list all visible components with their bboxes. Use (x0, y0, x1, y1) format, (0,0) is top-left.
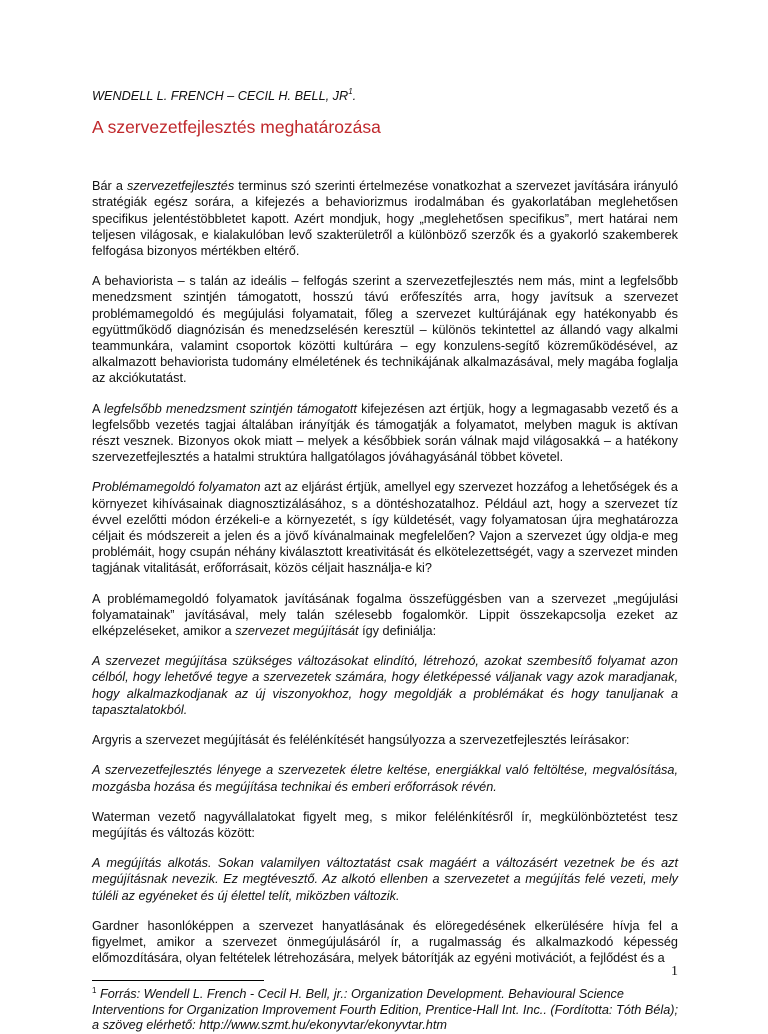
footnote-divider (92, 980, 264, 981)
paragraph-5-text-a: A problémamegoldó folyamatok javításának fogalma összefüggésben van a szervezet „megújulási folyamatainak” javításával, mely talán szélesebb fogalomkör. Lippit összekapcsolja ezeket az elképzeléseket, amikor a (92, 591, 678, 639)
paragraph-8: Gardner hasonlóképpen a szervezet hanyatlásának és elöregedésének elkerülésére hívja fel a figyelmet, amikor a szervezet önmegújulásáról ír, a rugalmasság és alkalmazkodó képesség előmozdítására, olyan feltételek létrehozására, melyek bátorítják az egyéni motivációt, a fejlődést és a (92, 918, 678, 966)
paragraph-3-emphasis: legfelsőbb menedzsment szintjén támogatott (103, 401, 357, 416)
paragraph-1-emphasis: szervezetfejlesztés (127, 179, 235, 194)
paragraph-3 (92, 401, 678, 466)
quote-1-text: A szervezet megújítása szükséges változásokat elindító, létrehozó, azokat szembesítő folyamat azon célból, hogy lehetővé tegye a szervezetek számára, hogy életképessé váljanak vagy azok maradjanak, hogy alkalmazkodjanak az új viszonyokhoz, hogy megoldják a problémákat és hogy tanuljanak a tapasztalatokból. (92, 654, 678, 717)
paragraph-1-text-c: terminus szó szerinti értelmezése vonatkozhat a szervezet javítására irányuló stratégiák egész sorára, a kifejezés a behaviorizmus irodalmában és gyakorlatában meglehetősen specifikus jelentéstöbbletet kapott. Azért mondjuk, hogy „meglehetősen specifikus”, mert határai nem teljesen világosak, e kialakulóban levő szakterületről a különböző szerzők és a gyakorló szakemberek felfogása bizonyos mértékben eltérő. (92, 179, 678, 259)
paragraph-5-emphasis: szervezet megújítását (235, 624, 359, 639)
paragraph-3-text-a: A (92, 401, 104, 416)
quote-2 (92, 762, 678, 794)
footnote (92, 987, 678, 1034)
paragraph-3-text-c: kifejezésen azt értjük, hogy a legmagasabb vezető és a legfelsőbb vezetés tagjai általában irányítják és támogatják a folyamatot, melyben maguk is aktívan részt vesznek. Bizonyos okok miatt – melyek a későbbiek során válnak majd világosakká – a hatékony szervezetfejlesztés a hatalmi struktúra hallgatólagos jóváhagyásánál többet követel. (92, 401, 679, 465)
quote-3 (92, 855, 678, 904)
paragraph-5-text-c: így definiálja: (358, 624, 437, 639)
paragraph-1 (92, 178, 678, 259)
document-body (92, 178, 678, 966)
paragraph-4 (92, 479, 678, 576)
paragraph-6: Argyris a szervezet megújítását és felélénkítését hangsúlyozza a szervezetfejlesztés leírásakor: (92, 733, 630, 748)
quote-2-text: A szervezetfejlesztés lényege a szervezetek életre keltése, energiákkal való feltöltése, megvalósítása, mozgásba hozása és megújítása technikai és emberi erőforrások révén. (92, 763, 678, 794)
paragraph-5 (92, 591, 678, 640)
footnote-text: Forrás: Wendell L. French - Cecil H. Bell, jr.: Organization Development. Behavioural Science Interventions for Organization Improvement Fourth Edition, Prentice-Hall Int. Inc.. (Fordította: Tóth Béla); a szöveg elérhető: http://www.szmt.hu/ekonyvtar/ekonyvtar.htm (92, 987, 678, 1033)
footnote-ref[interactable]: 1 (348, 87, 353, 96)
footnote-marker: 1 (92, 986, 97, 996)
authors-suffix: . (352, 89, 357, 103)
authors-line (92, 88, 678, 104)
page-title: A szervezetfejlesztés meghatározása (92, 117, 381, 138)
paragraph-4-text-b: azt az eljárást értjük, amellyel egy szervezet hozzáfog a lehetőségek és a környezet kihívásainak diagnosztizálásához, s a döntéshozatalhoz. Például azt, hogy a szervezet tíz évvel ezelőtti módon érzékeli-e a környezetét, s így küldetését, vagy folyamatosan újra meghatározza céljait és módszereit a jelen és a jövő kívánalmainak megfelelően? Vajon a szervezet úgy oldja-e meg problémáit, hogy csupán néhány kiválasztott kreativitását és elkötelezettségét, vagy a szervezet minden tagjának vitalitását, erőforrásait, közös céljait használja-e ki? (92, 480, 678, 576)
paragraph-4-emphasis: Problémamegoldó folyamaton (92, 480, 261, 495)
paragraph-2: A behaviorista – s talán az ideális – felfogás szerint a szervezetfejlesztés nem más, mint a legfelsőbb menedzsment szintjén támogatott, hosszú távú erőfeszítés arra, hogy javítsuk a szervezet problémamegoldó és megújulási folyamatait, főleg a szervezet kultúrájának egy hatékonyabb és együttműködő diagnózisán és menedzselésén keresztül – különös tekintettel az állandó vagy alkalmi teammunkára, valamint csoportok közötti kultúrára – egy konzulens-segítő közreműködésével, az alkalmazott behaviorista tudomány elméletének és technikájának alkalmazásával, mely magába foglalja az akciókutatást. (92, 274, 678, 386)
paragraph-1-text-a: Bár a (92, 179, 128, 194)
page-number: 1 (671, 963, 678, 979)
quote-3-text: A megújítás alkotás. Sokan valamilyen változtatást csak magáért a változásért vezetnek be és azt megújításnak nevezik. Ez megtévesztő. Az alkotó ellenben a szervezetet a megújítás felé vezeti, mely túléli az egyéneket és új élettel telít, miközben változik. (92, 856, 678, 903)
paragraph-7: Waterman vezető nagyvállalatokat figyelt meg, s mikor felélénkítésről ír, megkülönböztetést tesz megújítás és változás között: (92, 809, 678, 840)
quote-1 (92, 653, 678, 718)
authors-text: WENDELL L. FRENCH – CECIL H. BELL, JR (92, 89, 349, 103)
